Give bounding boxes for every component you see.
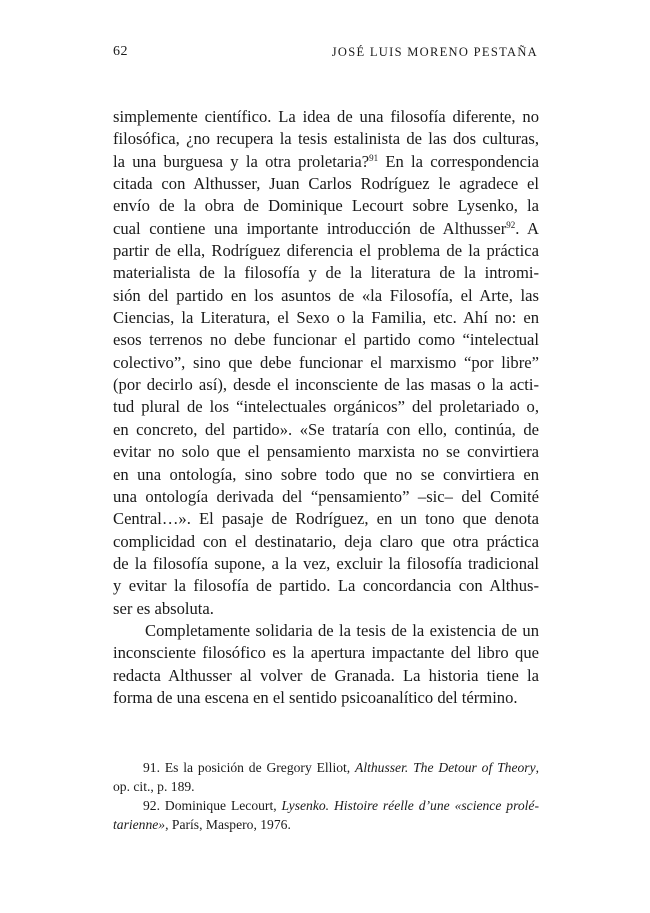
footnote-ref-91: 91 [369, 152, 379, 163]
text-line: sión del partido en los asuntos de «la Filosofía, el Arte, las [113, 285, 539, 305]
footnote-title: Lysenko. Histoire réelle d’une «science prolé- [281, 798, 539, 813]
text-line: citada con Althusser, Juan Carlos Rodríguez le agradece el [113, 174, 539, 194]
text-line: en una ontología, sino sobre todo que no se convirtiera en [113, 464, 539, 484]
text-span: . A [515, 218, 540, 238]
text-line: materialista de la filosofía y de la literatura de la intromi- [113, 263, 539, 283]
text-line: (por decirlo así), desde el inconsciente de las masas o la acti- [113, 375, 539, 395]
text-line: ser es absoluta. [113, 598, 214, 618]
text-line: partir de ella, Rodríguez diferencia el problema de la práctica [113, 241, 539, 261]
footnote-92 [113, 796, 539, 815]
text-line: tud plural de los “intelectuales orgánicos” del proletariado o, [113, 397, 539, 417]
text-line: Central…». El pasaje de Rodríguez, en un tono que denota [113, 509, 539, 529]
text-line: filosófica, ¿no recupera la tesis estalinista de las dos culturas, [113, 129, 539, 149]
text-line: forma de una escena en el sentido psicoanalítico del término. [113, 687, 518, 707]
footnote-title: Althusser. The Detour of Theory [355, 760, 536, 775]
running-head: JOSÉ LUIS MORENO PESTAÑA [331, 45, 538, 59]
footnote-text: 91. Es la posición de Gregory Elliot, [143, 760, 356, 775]
text-line: y evitar la filosofía de partido. La concordancia con Althus- [113, 576, 539, 596]
text-line: redacta Althusser al volver de Granada. La historia tiene la [113, 665, 539, 685]
footnote-text: , [535, 760, 540, 775]
footnote-text: 92. Dominique Lecourt, [143, 798, 282, 813]
text-line: colectivo”, sino que debe funcionar el marxismo “por libre” [113, 352, 539, 372]
body-text [113, 106, 539, 709]
text-line: complicidad con el destinatario, deja claro que otra práctica [113, 531, 539, 551]
text-line: envío de la obra de Dominique Lecourt sobre Lysenko, la [113, 196, 539, 216]
text-line: en concreto, del partido». «Se trataría con ello, continúa, de [113, 419, 539, 439]
text-line: esos terrenos no debe funcionar el partido como “intelectual [113, 330, 539, 350]
text-line: inconsciente filosófico es la apertura impactante del libro que [113, 643, 539, 663]
footnote-title: tarienne» [113, 817, 166, 832]
footnote-text: , París, Maspero, 1976. [165, 817, 291, 832]
text-line [113, 218, 539, 240]
text-line: Ciencias, la Literatura, el Sexo o la Familia, etc. Ahí no: en [113, 308, 539, 328]
text-line [113, 151, 539, 173]
footnote-ref-92: 92 [506, 219, 516, 230]
text-line: de la filosofía supone, a la vez, excluir la filosofía tradicional [113, 553, 539, 573]
text-line: una ontología derivada del “pensamiento” –sic– del Comité [113, 486, 539, 506]
footnote-91 [113, 758, 539, 777]
text-line: simplemente científico. La idea de una filosofía diferente, no [113, 107, 539, 126]
text-span: En la correspondencia [378, 151, 539, 171]
page-number: 62 [113, 44, 128, 59]
footnotes [113, 758, 539, 834]
footnote-92-cont [113, 815, 539, 834]
footnote-91-cont: op. cit., p. 189. [113, 779, 195, 794]
text-line: Completamente solidaria de la tesis de la existencia de un [145, 620, 539, 640]
text-line: evitar no solo que el pensamiento marxista no se convirtiera [113, 442, 539, 462]
text-span: cual contiene una importante introducción de Althusser [113, 218, 507, 238]
text-span: la una burguesa y la otra proletaria? [113, 151, 370, 171]
